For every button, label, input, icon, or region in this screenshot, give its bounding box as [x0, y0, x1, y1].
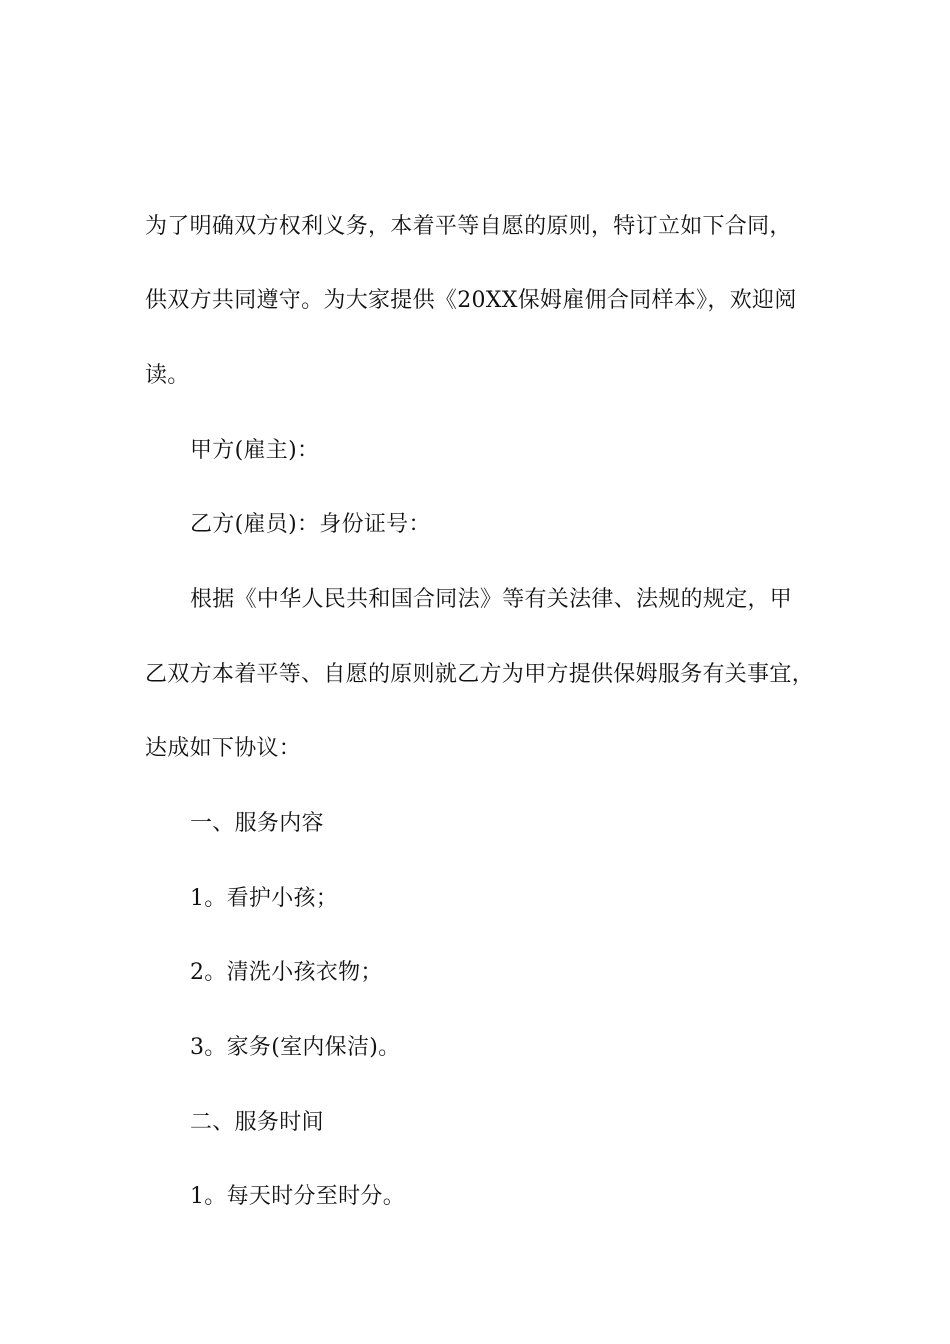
- basis-line-1: 根据《中华人民共和国合同法》等有关法律、法规的规定，甲: [190, 587, 793, 612]
- section-heading-service-content: 一、服务内容: [190, 811, 324, 836]
- basis-line-3: 达成如下协议：: [145, 736, 302, 761]
- intro-line-3: 读。: [145, 363, 190, 388]
- list-item: 1。看护小孩；: [190, 886, 339, 911]
- party-a-line: 甲方(雇主)：: [190, 438, 320, 463]
- section-heading-service-time: 二、服务时间: [190, 1110, 324, 1135]
- party-b-line: 乙方(雇员)：身份证号：: [190, 512, 431, 537]
- list-item: 1。每天时分至时分。: [190, 1184, 405, 1209]
- intro-line-2: 供双方共同遵守。为大家提供《20XX保姆雇佣合同样本》，欢迎阅: [145, 288, 797, 313]
- list-item: 2。清洗小孩衣物；: [190, 960, 383, 985]
- list-item: 3。家务(室内保洁)。: [190, 1035, 401, 1060]
- basis-line-2: 乙双方本着平等、自愿的原则就乙方为甲方提供保姆服务有关事宜，: [145, 662, 815, 687]
- intro-line-1: 为了明确双方权利义务，本着平等自愿的原则，特订立如下合同，: [145, 214, 792, 239]
